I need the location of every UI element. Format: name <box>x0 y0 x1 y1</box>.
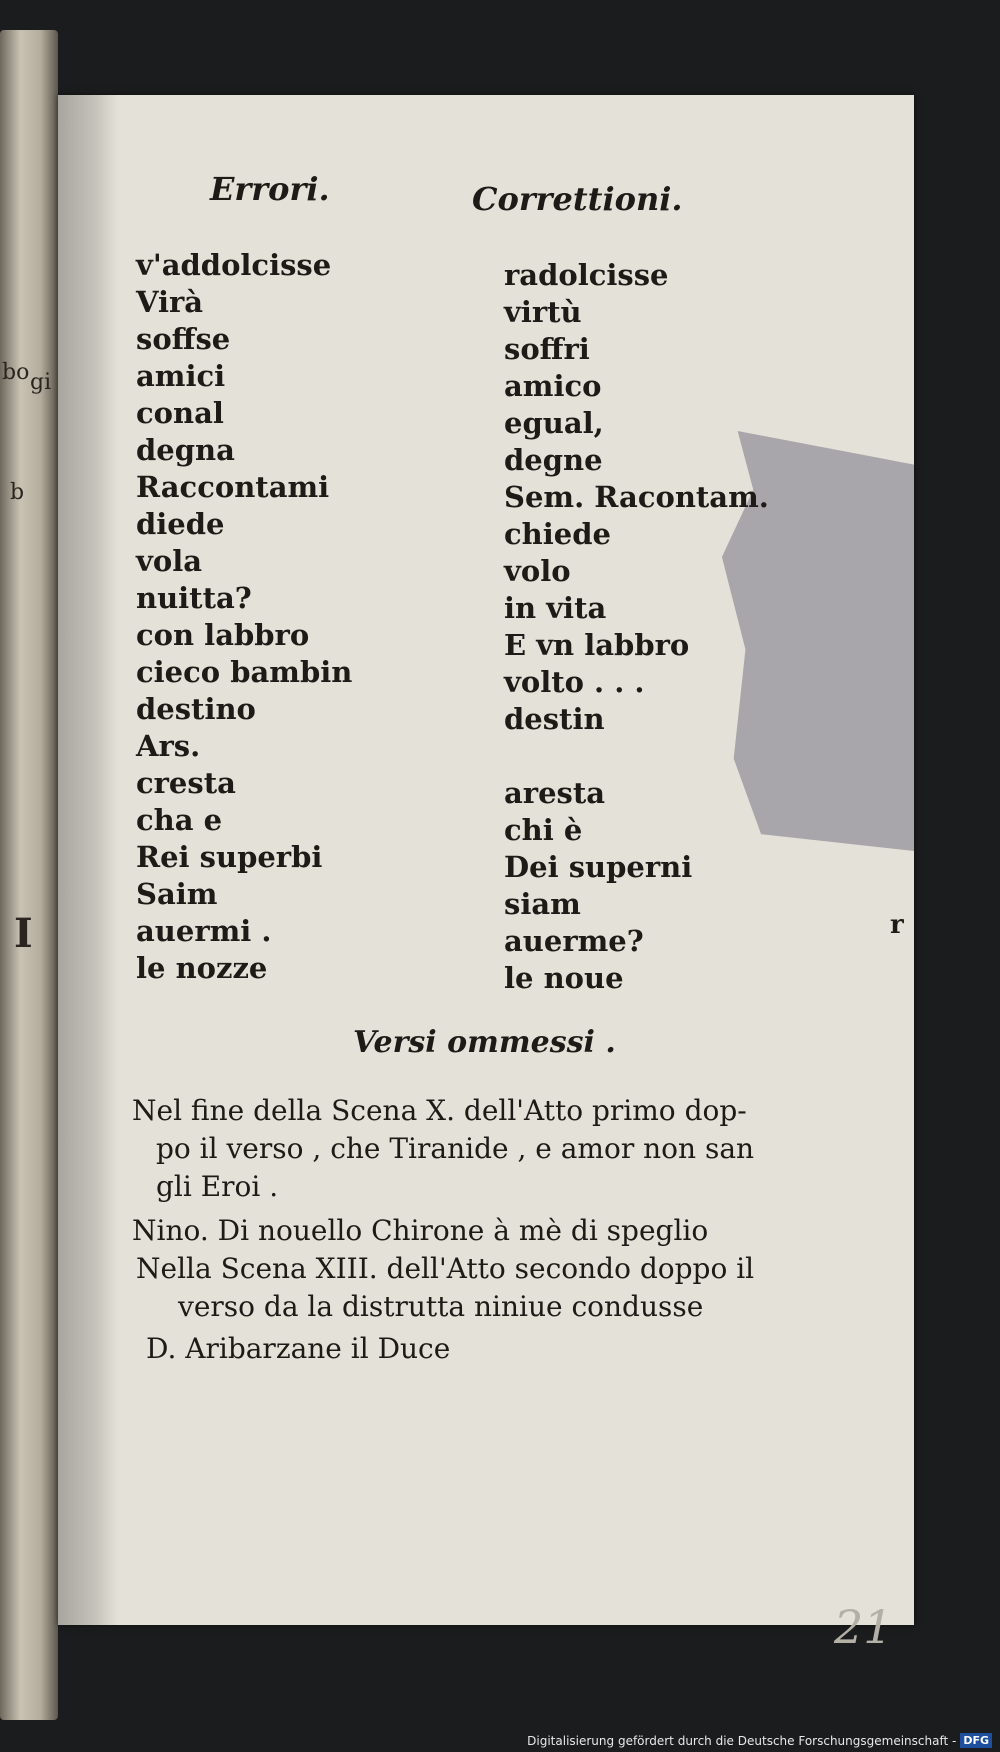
corrections-item: virtù <box>504 295 582 329</box>
corrections-item: degne <box>504 443 603 477</box>
corrections-item: le noue <box>504 961 624 995</box>
errors-header: Errori. <box>210 170 330 208</box>
errors-item: Ars. <box>136 729 201 763</box>
corrections-item: siam <box>504 887 581 921</box>
omitted-line: verso da la distrutta niniue condusse <box>178 1290 704 1323</box>
pencil-page-number: 21 <box>834 1600 893 1654</box>
errors-item: cieco bambin <box>136 655 353 689</box>
corrections-header: Correttioni. <box>472 180 683 218</box>
errors-item: Virà <box>136 285 204 319</box>
spine-mark: b <box>10 480 25 505</box>
spine-mark: bo <box>2 360 30 385</box>
corrections-item: radolcisse <box>504 258 669 292</box>
corrections-item: chiede <box>504 517 611 551</box>
corrections-item: volto . . . <box>504 665 645 699</box>
errors-item: degna <box>136 433 235 467</box>
omitted-verses-title: Versi ommessi . <box>353 1025 616 1060</box>
corrections-item <box>504 738 769 775</box>
dfg-logo: DFG <box>960 1733 992 1748</box>
corrections-item: auerme? <box>504 924 644 958</box>
corrections-item: chi è <box>504 813 583 847</box>
margin-mark: r <box>890 910 904 940</box>
corrections-item: Dei superni <box>504 850 693 884</box>
errors-item: amici <box>136 359 226 393</box>
errors-item: con labbro <box>136 618 310 652</box>
omitted-line: Nella Scena XIII. dell'Atto secondo doppo il <box>136 1252 755 1285</box>
errors-item: Saim <box>136 877 218 911</box>
errors-item: soffse <box>136 322 231 356</box>
errors-list <box>136 247 352 987</box>
errors-item: Raccontami <box>136 470 330 504</box>
errors-item: conal <box>136 396 224 430</box>
corrections-item: in vita <box>504 591 607 625</box>
errors-item: cha e <box>136 803 223 837</box>
corrections-item: Sem. Racontam. <box>504 480 769 514</box>
corrections-item: egual, <box>504 406 604 440</box>
corrections-item: aresta <box>504 776 606 810</box>
errors-item: cresta <box>136 766 236 800</box>
errors-item: v'addolcisse <box>136 248 332 282</box>
spine-mark: gi <box>30 370 52 395</box>
omitted-line: D. Aribarzane il Duce <box>146 1332 451 1365</box>
errors-item: vola <box>136 544 203 578</box>
omitted-line: Nino. Di nouello Chirone à mè di speglio <box>132 1214 709 1247</box>
omitted-line: po il verso , che Tiranide , e amor non san <box>156 1132 755 1165</box>
corrections-item: destin <box>504 702 605 736</box>
corrections-list <box>504 257 769 997</box>
corrections-item: soffri <box>504 332 590 366</box>
book-spine <box>0 30 58 1720</box>
errors-item: diede <box>136 507 225 541</box>
errors-item: nuitta? <box>136 581 252 615</box>
digitization-credit <box>527 1733 992 1748</box>
corrections-item: volo <box>504 554 571 588</box>
errors-item: auermi . <box>136 914 272 948</box>
spine-mark: I <box>14 910 33 957</box>
credit-text: Digitalisierung gefördert durch die Deutsche Forschungsgemeinschaft - <box>527 1733 957 1748</box>
errors-item: Rei superbi <box>136 840 323 874</box>
corrections-item: E vn labbro <box>504 628 690 662</box>
corrections-item: amico <box>504 369 602 403</box>
omitted-line: gli Eroi . <box>156 1170 279 1203</box>
errors-item: le nozze <box>136 951 268 985</box>
omitted-line: Nel fine della Scena X. dell'Atto primo dop- <box>132 1094 747 1127</box>
errors-item: destino <box>136 692 256 726</box>
page-leaf <box>58 95 914 1654</box>
torn-left-edge <box>58 95 118 1625</box>
